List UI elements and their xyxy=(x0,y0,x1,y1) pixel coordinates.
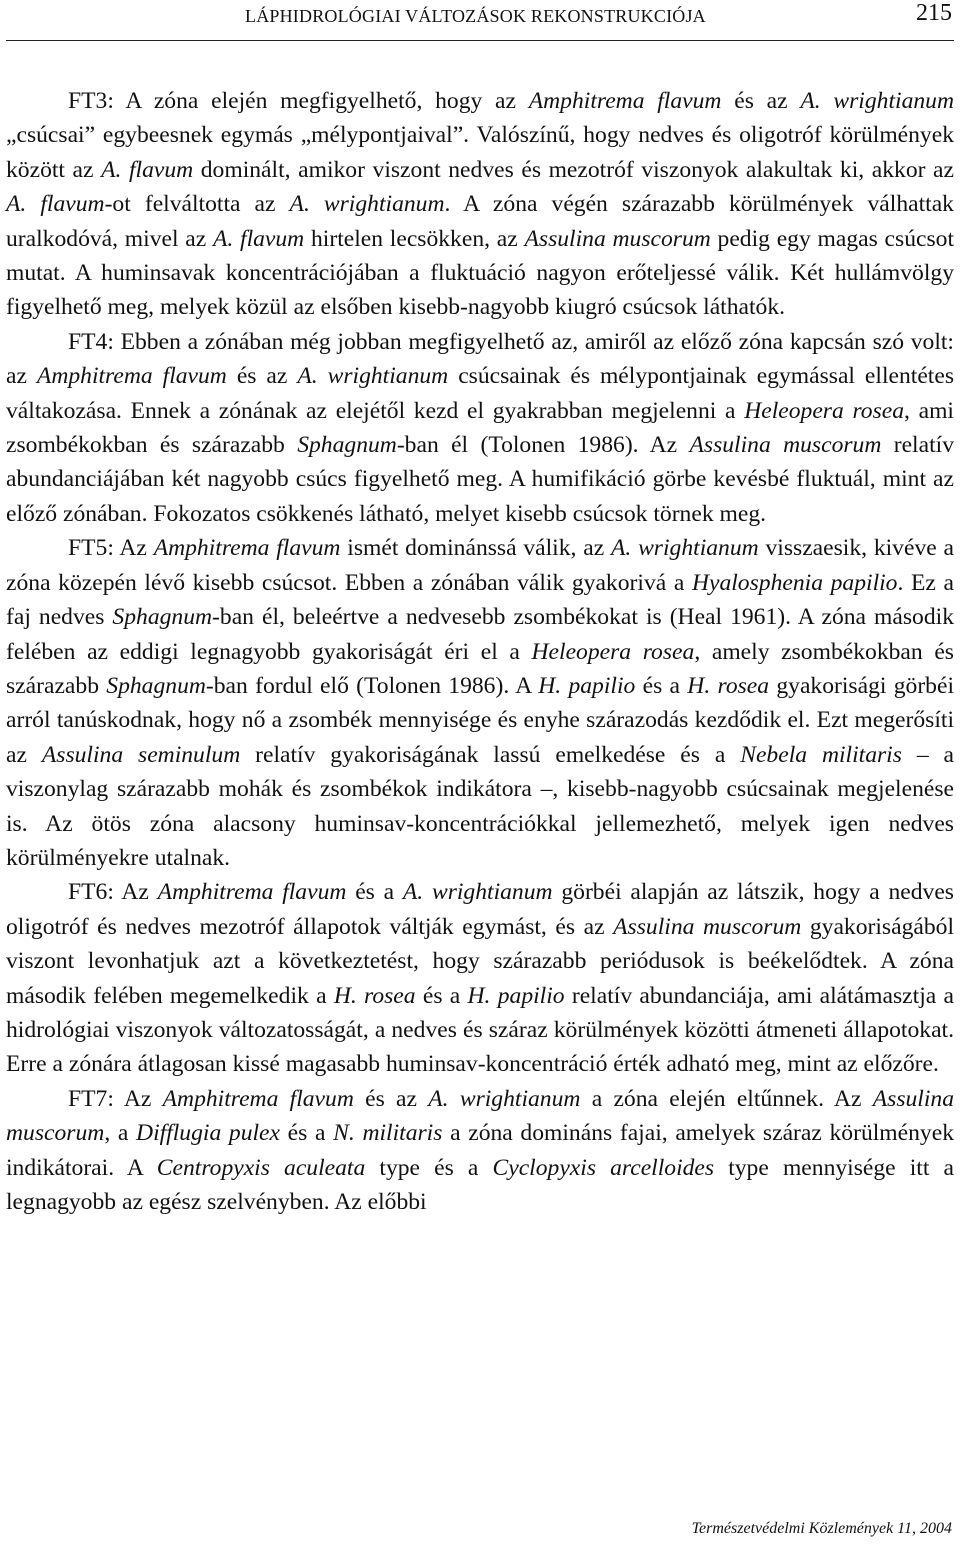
italic-term: Amphitrema flavum xyxy=(157,879,347,906)
paragraph-ft7 xyxy=(6,1082,954,1220)
text-run: „csúcsai” egybeesnek egymás „mélypontjaival”. Valószínű, hogy nedves és oligotróf körülmények között az xyxy=(6,122,954,183)
text-run: görbéi alapján az látszik, hogy a nedves oligotróf és nedves mezotróf állapotok váltják egymást, és az xyxy=(6,879,954,940)
text-run: , ami zsombékokban és szárazabb xyxy=(6,397,954,459)
italic-term: A. wrightianum xyxy=(402,879,553,906)
italic-term: A. wrightianum xyxy=(800,88,954,114)
italic-term: H. papilio xyxy=(538,672,636,699)
italic-term: H. papilio xyxy=(467,982,565,1009)
text-run: gyakorisági görbéi arról tanúskodnak, hogy nő a zsombék mennyisége és enyhe szárazodás kezdődik el. Ezt megerősíti az xyxy=(6,672,954,768)
journal-footer: Természetvédelmi Közlemények 11, 2004 xyxy=(691,1520,952,1537)
italic-term: A. wrightianum xyxy=(610,535,759,562)
text-run: FT7: Az xyxy=(68,1085,163,1112)
text-run: és a xyxy=(635,672,688,699)
italic-term: A. flavum xyxy=(101,156,194,183)
italic-term: Amphitrema flavum xyxy=(162,1085,354,1112)
text-run: ismét dominánssá válik, az xyxy=(340,535,611,562)
italic-term: N. militaris xyxy=(333,1120,443,1147)
italic-term: Centropyxis aculeata xyxy=(156,1154,366,1181)
italic-term: Heleopera rosea xyxy=(744,397,905,424)
running-head: LÁPHIDROLÓGIAI VÁLTOZÁSOK REKONSTRUKCIÓJA xyxy=(245,6,706,26)
text-run: és az xyxy=(353,1085,429,1112)
italic-term: Nebela militaris xyxy=(740,741,902,768)
header-rule xyxy=(6,40,954,41)
paragraph-ft4 xyxy=(6,325,954,531)
italic-term: Assulina muscorum xyxy=(6,1085,954,1147)
text-run: a zóna elején eltűnnek. Az xyxy=(580,1085,873,1112)
paragraph-ft5 xyxy=(6,531,954,875)
text-run: dominált, amikor viszont nedves és mezotróf viszonyok alakultak ki, akkor az xyxy=(193,156,954,183)
text-run: és a xyxy=(415,982,468,1009)
text-run: . A zóna végén szárazabb körülmények válhattak uralkodóvá, mivel az xyxy=(6,191,954,252)
italic-term: Assulina muscorum xyxy=(613,913,802,940)
paragraph-ft6 xyxy=(6,875,954,1081)
text-run: és a xyxy=(280,1120,334,1147)
page-number: 215 xyxy=(916,0,952,26)
italic-term: Sphagnum xyxy=(106,672,206,699)
text-run: gyakoriságából viszont levonhatjuk azt a következtetést, hogy szárazabb periódusok is beékelődtek. A zóna második felében megemelkedik a xyxy=(6,913,955,1009)
text-run: , a xyxy=(104,1120,137,1147)
italic-term: H. rosea xyxy=(333,982,416,1009)
text-run: -ban él, beleértve a nedvesebb zsombékokat is (Heal 1961). A zóna második felében az eddigi legnagyobb gyakoriságát éri el a xyxy=(6,604,954,665)
text-run: FT3: A zóna elején megfigyelhető, hogy az xyxy=(68,88,529,114)
italic-term: Sphagnum xyxy=(112,604,213,631)
italic-term: A. flavum xyxy=(6,191,105,218)
text-run: visszaesik, kivéve a zóna közepén lévő kisebb csúcsot. Ebben a zónában válik gyakorivá a xyxy=(6,535,954,596)
text-run: relatív gyakoriságának lassú emelkedése és a xyxy=(240,741,741,768)
italic-term: Hyalosphenia papilio xyxy=(691,569,898,596)
text-run: és az xyxy=(721,88,801,114)
italic-term: A. wrightianum xyxy=(289,191,445,218)
italic-term: Cyclopyxis arcelloides xyxy=(492,1154,715,1181)
body-text xyxy=(6,84,954,1219)
text-run: , amely zsombékokban és szárazabb xyxy=(6,638,954,699)
text-run: . Ez a faj nedves xyxy=(6,569,954,631)
text-run: és a xyxy=(346,879,403,906)
text-run: -ot felváltotta az xyxy=(104,191,290,218)
italic-term: Amphitrema flavum xyxy=(528,88,722,114)
italic-term: Assulina muscorum xyxy=(524,225,711,252)
italic-term: Amphitrema flavum xyxy=(36,363,227,390)
text-run: FT6: Az xyxy=(68,879,158,906)
text-run: relatív abundanciájában két nagyobb csúcs figyelhető meg. A humifikáció görbe kevésbé fluktuál, mint az előző zónában. Fokozatos csökkenés látható, melyet kisebb csúcsok törnek meg. xyxy=(6,432,954,527)
italic-term: A. wrightianum xyxy=(428,1085,581,1112)
italic-term: A. flavum xyxy=(212,225,305,252)
italic-term: Heleopera rosea xyxy=(531,638,695,665)
text-run: type és a xyxy=(365,1154,493,1181)
text-run: hirtelen lecsökken, az xyxy=(304,225,525,252)
text-run: FT5: Az xyxy=(68,535,154,562)
text-run: -ban fordul elő (Tolonen 1986). A xyxy=(205,672,539,699)
paragraph-ft3 xyxy=(6,84,954,325)
text-run: relatív abundanciája, ami alátámasztja a hidrológiai viszonyok változatosságát, a nedves és száraz körülmények közötti átmeneti állapotokat. Erre a zónára átlagosan kissé magasabb huminsav-koncentráció érték adható meg, mint az előzőre. xyxy=(6,982,954,1078)
italic-term: H. rosea xyxy=(687,672,770,699)
italic-term: Amphitrema flavum xyxy=(153,535,341,562)
italic-term: Difflugia pulex xyxy=(136,1120,280,1147)
text-run: a zóna domináns fajai, amelyek száraz körülmények indikátorai. A xyxy=(6,1120,954,1181)
page-header xyxy=(0,0,960,38)
italic-term: Sphagnum xyxy=(297,432,397,459)
text-run: pedig egy magas csúcsot mutat. A huminsavak koncentrációjában a fluktuáció nagyon erőteljessé válik. Két hullámvölgy figyelhető meg, melyek közül az elsőben kisebb-nagyobb kiugró csúcsok láthatók. xyxy=(6,225,954,321)
italic-term: A. wrightianum xyxy=(297,363,449,390)
text-run: csúcsainak és mélypontjainak egymással ellentétes váltakozása. Ennek a zónának az elejétől kezd el gyakrabban megjelenni a xyxy=(6,363,955,424)
text-run: – a viszonylag szárazabb mohák és zsombékok indikátora –, kisebb-nagyobb csúcsainak megjelenése is. Az ötös zóna alacsony huminsav-koncentrációkkal jellemezhető, melyek igen nedves körülményekre utalnak. xyxy=(6,741,954,871)
italic-term: Assulina muscorum xyxy=(689,432,882,459)
text-run: -ban él (Tolonen 1986). Az xyxy=(396,432,690,459)
text-run: FT4: Ebben a zónában még jobban megfigyelhető az, amiről az előző zóna kapcsán szó volt: az xyxy=(6,328,954,390)
italic-term: Assulina seminulum xyxy=(41,741,241,768)
text-run: és az xyxy=(226,363,298,390)
text-run: type mennyisége itt a legnagyobb az egész szelvényben. Az előbbi xyxy=(6,1154,955,1215)
